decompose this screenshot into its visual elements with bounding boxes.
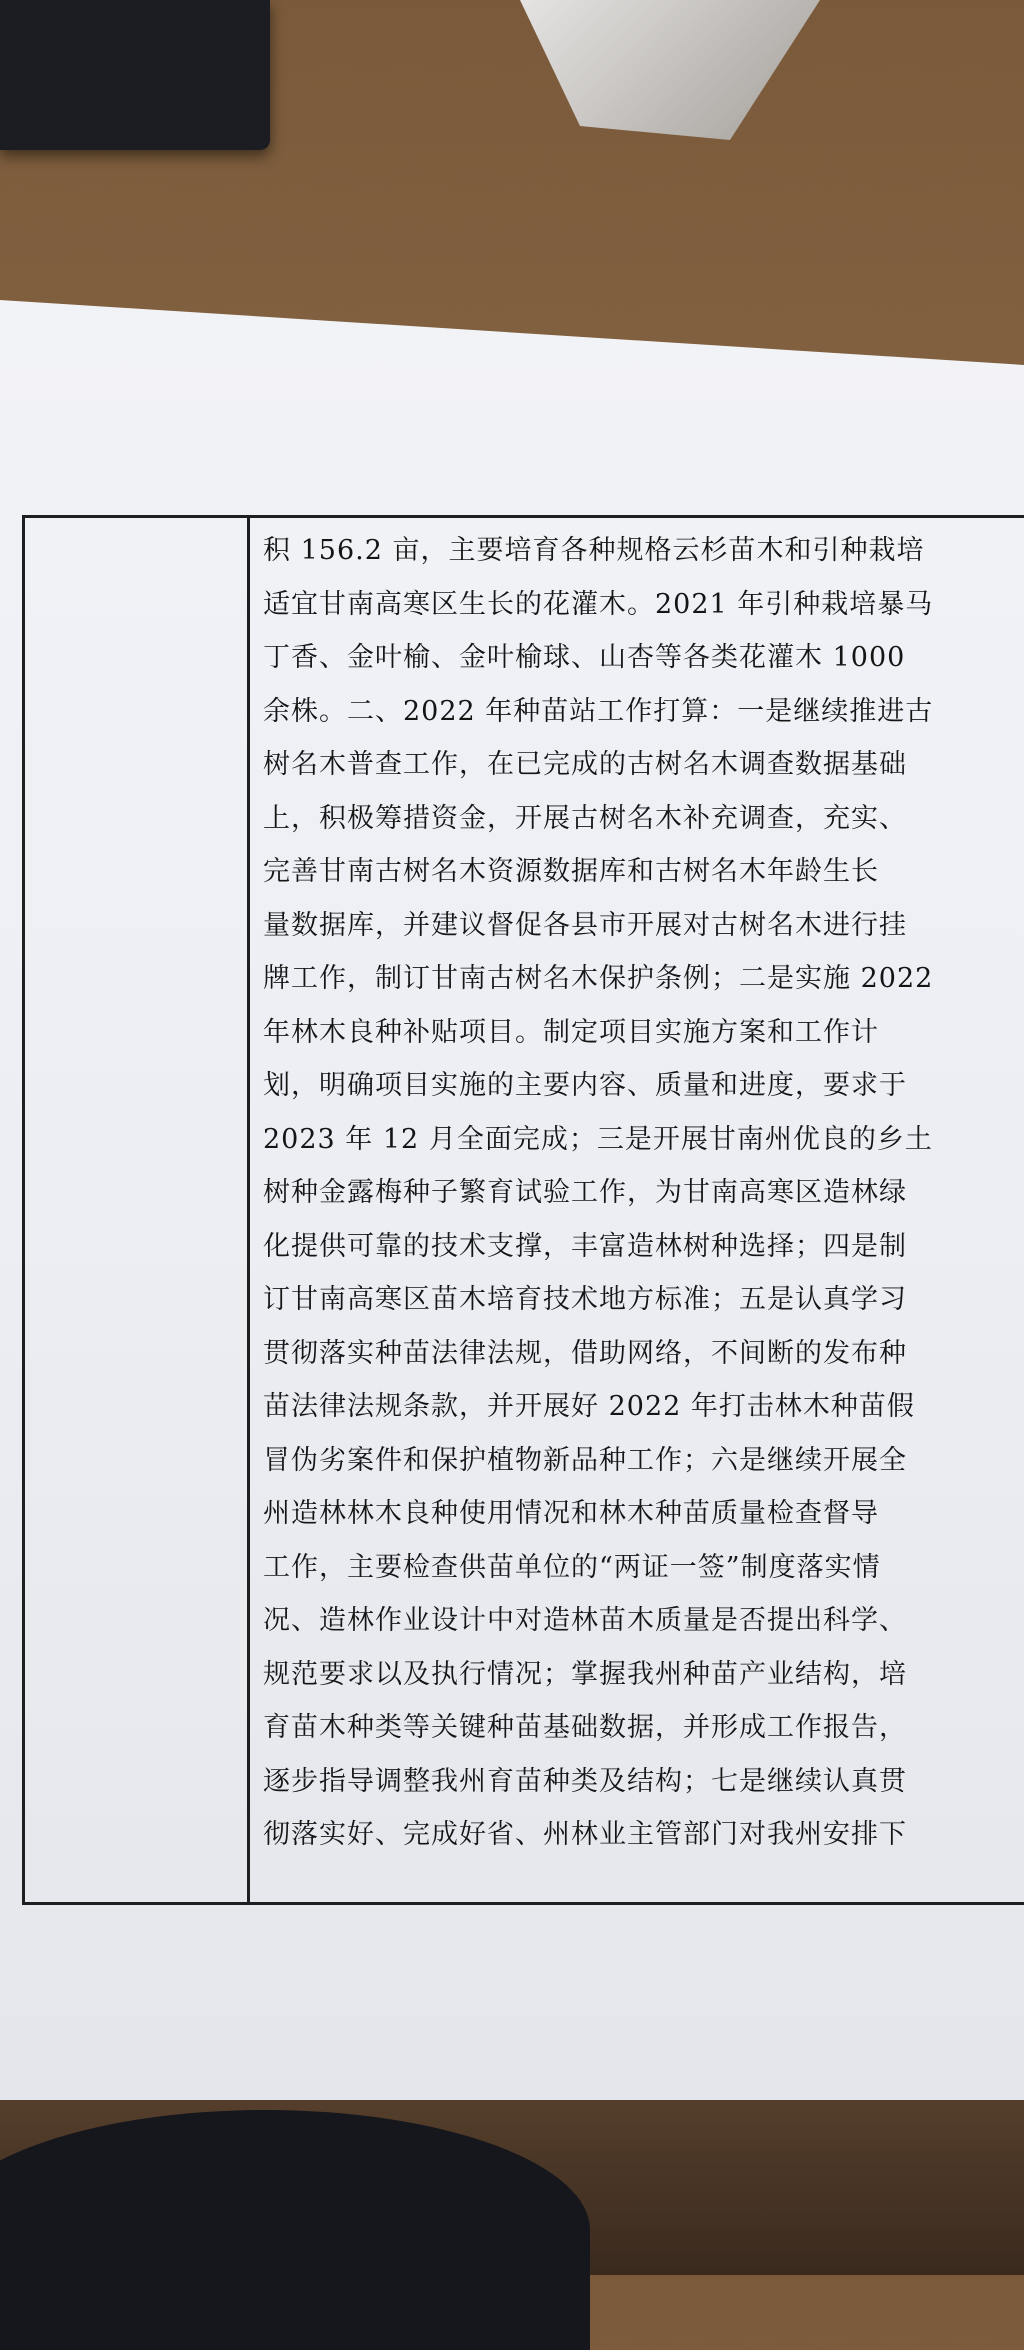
dark-box-background: [0, 0, 270, 150]
text-line: 划，明确项目实施的主要内容、质量和进度，要求于: [263, 1070, 907, 1101]
text-line: 育苗木种类等关键种苗基础数据，并形成工作报告，: [263, 1712, 907, 1743]
text-line: 丁香、金叶榆、金叶榆球、山杏等各类花灌木 1000: [263, 642, 906, 673]
text-line: 订甘南高寒区苗木培育技术地方标准；五是认真学习: [263, 1284, 907, 1315]
text-line: 工作，主要检查供苗单位的“两证一签”制度落实情: [263, 1551, 881, 1583]
text-line: 上，积极筹措资金，开展古树名木补充调查，充实、: [263, 802, 907, 834]
text-line: 规范要求以及执行情况；掌握我州种苗产业结构，培: [263, 1658, 907, 1690]
glass-paperweight-background: [520, 0, 820, 140]
text-line: 逐步指导调整我州育苗种类及结构；七是继续认真贯: [263, 1765, 907, 1797]
text-line: 冒伪劣案件和保护植物新品种工作；六是继续开展全: [263, 1444, 907, 1476]
text-line: 贯彻落实种苗法律法规，借助网络，不间断的发布种: [263, 1337, 907, 1369]
text-line: 化提供可靠的技术支撑，丰富造林树种选择；四是制: [263, 1230, 907, 1262]
text-line: 彻落实好、完成好省、州林业主管部门对我州安排下: [263, 1819, 907, 1850]
text-line: 适宜甘南高寒区生长的花灌木。2021 年引种栽培暴马: [263, 588, 934, 620]
text-line: 树名木普查工作，在已完成的古树名木调查数据基础: [263, 749, 907, 780]
text-line: 2023 年 12 月全面完成；三是开展甘南州优良的乡土: [263, 1123, 933, 1155]
text-line: 年林木良种补贴项目。制定项目实施方案和工作计: [263, 1016, 879, 1048]
text-line: 况、造林作业设计中对造林苗木质量是否提出科学、: [263, 1605, 907, 1636]
text-line: 余株。二、2022 年种苗站工作打算：一是继续推进古: [263, 695, 934, 727]
text-line: 树种金露梅种子繁育试验工作，为甘南高寒区造林绿: [263, 1177, 907, 1208]
text-line: 苗法律法规条款，并开展好 2022 年打击林木种苗假: [263, 1391, 915, 1422]
text-line: 牌工作，制订甘南古树名木保护条例；二是实施 2022: [263, 963, 934, 994]
text-line: 积 156.2 亩，主要培育各种规格云杉苗木和引种栽培: [263, 535, 925, 566]
text-line: 完善甘南古树名木资源数据库和古树名木年龄生长: [263, 856, 879, 887]
table-text-cell: [253, 518, 1024, 1902]
table-left-column: [25, 518, 250, 1902]
document-table: [22, 515, 1024, 1905]
text-line: 州造林林木良种使用情况和林木种苗质量检查督导: [263, 1498, 879, 1529]
text-line: 量数据库，并建议督促各县市开展对古树名木进行挂: [263, 909, 907, 941]
